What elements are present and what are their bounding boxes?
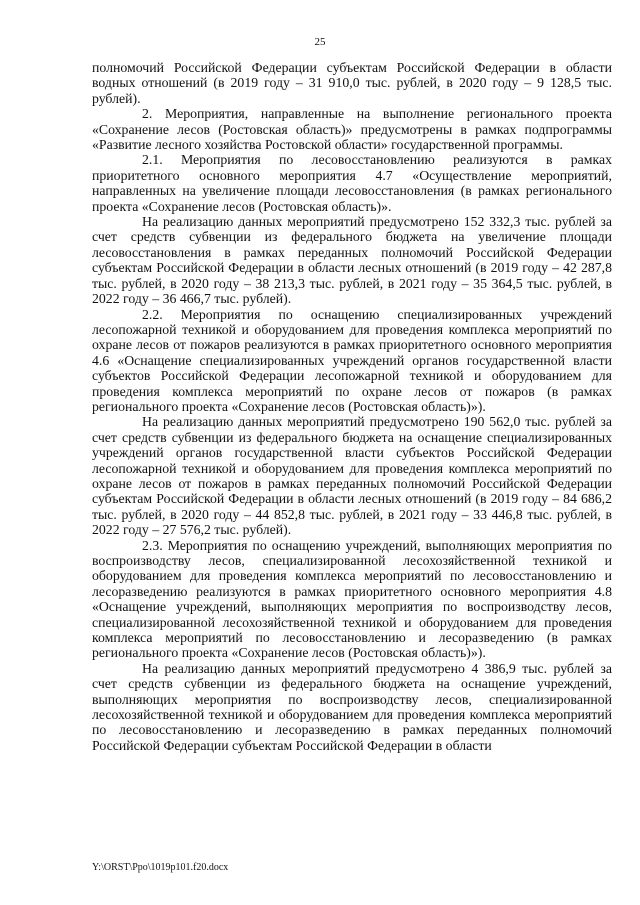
paragraph: 2.1. Мероприятия по лесовосстановлению реализуются в рамках приоритетного основного мероприятия 4.7 «Осуществление мероприятий, направленных на увеличение площади лесовосстановления (в рамках регионального проекта «Сохранение лесов (Ростовская область)». [92,152,612,214]
paragraph: На реализацию данных мероприятий предусмотрено 4 386,9 тыс. рублей за счет средств субвенции из федерального бюджета на оснащение учреждений, выполняющих мероприятия по воспроизводству лесов, специализированной лесохозяйственной техникой и оборудованием для проведения комплекса мероприятий по лесовосстановлению и лесоразведению в рамках переданных полномочий Российской Федерации субъектам Российской Федерации в области [92,660,612,753]
document-body [92,60,612,753]
paragraph: 2.3. Мероприятия по оснащению учреждений, выполняющих мероприятия по воспроизводству лесов, специализированной лесохозяйственной техникой и оборудованием для проведения комплекса мероприятий по лесовосстановлению и лесоразведению реализуются в рамках приоритетного основного мероприятия 4.8 «Оснащение учреждений, выполняющих мероприятия по воспроизводству лесов, специализированной лесохозяйственной техникой и оборудованием для проведения комплекса мероприятий по лесовосстановлению и лесоразведению (в рамках регионального проекта «Сохранение лесов (Ростовская область)»). [92,537,612,661]
paragraph: полномочий Российской Федерации субъектам Российской Федерации в области водных отношений (в 2019 году – 31 910,0 тыс. рублей, в 2020 году – 9 128,5 тыс. рублей). [92,60,612,106]
paragraph: На реализацию данных мероприятий предусмотрено 190 562,0 тыс. рублей за счет средств субвенции из федерального бюджета на оснащение специализированных учреждений органов государственной власти субъектов Российской Федерации лесопожарной техникой и оборудованием для проведения комплекса мероприятий по охране лесов от пожаров в рамках переданных полномочий Российской Федерации субъектам Российской Федерации в области лесных отношений (в 2019 году – 84 686,2 тыс. рублей, в 2020 году – 44 852,8 тыс. рублей, в 2021 году – 33 446,8 тыс. рублей, в 2022 году – 27 576,2 тыс. рублей). [92,414,612,538]
footer-file-path: Y:\ORST\Ppo\1019p101.f20.docx [92,862,229,873]
page-number: 25 [314,36,326,48]
paragraph: 2. Мероприятия, направленные на выполнение регионального проекта «Сохранение лесов (Ростовская область)» предусмотрены в рамках подпрограммы «Развитие лесного хозяйства Ростовской области» государственной программы. [92,106,612,153]
paragraph: На реализацию данных мероприятий предусмотрено 152 332,3 тыс. рублей за счет средств субвенции из федерального бюджета на увеличение площади лесовосстановления в рамках переданных полномочий Российской Федерации субъектам Российской Федерации в области лесных отношений (в 2019 году – 42 287,8 тыс. рублей, в 2020 году – 38 213,3 тыс. рублей, в 2021 году – 35 364,5 тыс. рублей, в 2022 году – 36 466,7 тыс. рублей). [92,214,612,307]
paragraph: 2.2. Мероприятия по оснащению специализированных учреждений лесопожарной техникой и оборудованием для проведения комплекса мероприятий по охране лесов от пожаров реализуются в рамках приоритетного основного мероприятия 4.6 «Оснащение специализированных учреждений органов государственной власти субъектов Российской Федерации лесопожарной техникой и оборудованием для проведения комплекса мероприятий по охране лесов от пожаров (в рамках регионального проекта «Сохранение лесов (Ростовская область)»). [92,306,612,414]
